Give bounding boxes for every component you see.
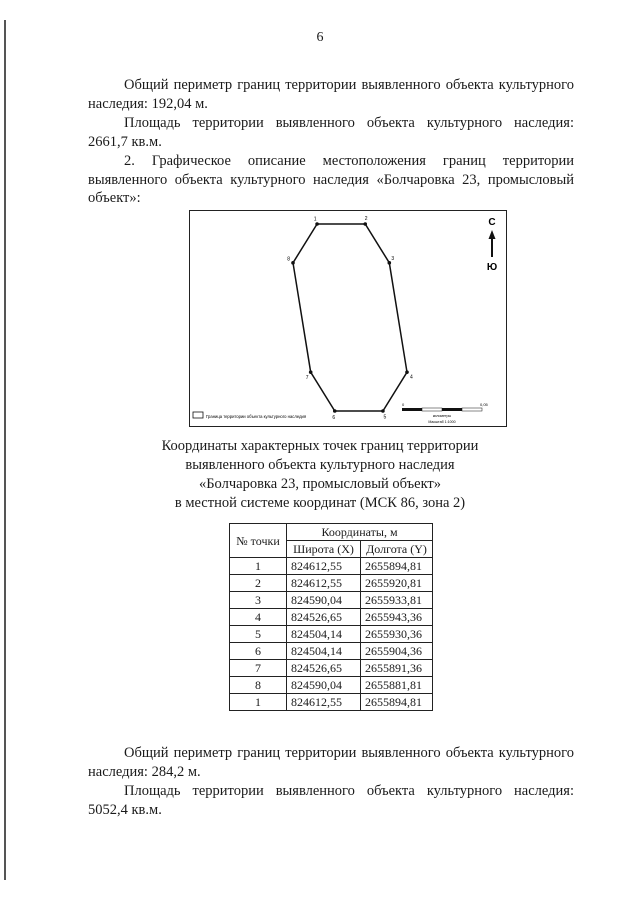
table-row	[230, 609, 433, 626]
table-row	[230, 694, 433, 711]
vertex-label-3: 3	[391, 255, 395, 262]
header-longitude-y: Долгота (Y)	[361, 541, 433, 558]
area-paragraph-1: Площадь территории выявленного объекта культурного наследия: 2661,7 кв.м.	[88, 115, 574, 150]
boundary-vertex-6	[333, 409, 337, 413]
scale-segment-3	[442, 408, 462, 411]
cell-y: 2655894,81	[361, 558, 433, 575]
caption-line-3: «Болчаровка 23, промысловый объект»	[198, 476, 442, 492]
scale-start-label: 0	[402, 402, 405, 407]
caption-line-1: Координаты характерных точек границ территории	[161, 438, 479, 454]
vertex-label-8: 8	[287, 256, 291, 263]
table-row	[230, 592, 433, 609]
cell-x: 824590,04	[287, 677, 361, 694]
vertex-label-7: 7	[305, 375, 309, 382]
caption-line-4: в местной системе координат (МСК 86, зона 2)	[174, 495, 466, 511]
perimeter-paragraph-1: Общий периметр границ территории выявленного объекта культурного наследия: 192,04 м.	[88, 77, 574, 112]
vertex-label-2: 2	[364, 216, 368, 223]
table-row	[230, 660, 433, 677]
legend-label: Граница территории объекта культурного наследия	[206, 414, 307, 419]
table-row	[230, 626, 433, 643]
coordinates-caption	[0, 437, 640, 513]
cell-x: 824526,65	[287, 660, 361, 677]
cell-x: 824526,65	[287, 609, 361, 626]
north-arrow-icon	[487, 217, 497, 273]
perimeter-paragraph-2: Общий периметр границ территории выявленного объекта культурного наследия: 284,2 м.	[88, 745, 574, 780]
cell-point-number: 8	[230, 677, 287, 694]
cell-y: 2655904,36	[361, 643, 433, 660]
vertex-label-4: 4	[409, 374, 413, 381]
cell-point-number: 1	[230, 694, 287, 711]
cell-point-number: 4	[230, 609, 287, 626]
table-row	[230, 558, 433, 575]
section-2-paragraph: 2. Графическое описание местоположения границ территории выявленного объекта культурного наследия «Болчаровка 23, промысловый объект»:	[88, 153, 574, 206]
scale-segment-1	[402, 408, 422, 411]
area-paragraph-2: Площадь территории выявленного объекта культурного наследия: 5052,4 кв.м.	[88, 783, 574, 818]
boundary-vertex-2	[363, 222, 367, 226]
caption-line-2: выявленного объекта культурного наследия	[185, 457, 455, 473]
cell-y: 2655933,81	[361, 592, 433, 609]
vertex-label-5: 5	[383, 414, 387, 421]
map-legend	[193, 412, 306, 419]
vertex-label-6: 6	[332, 414, 336, 421]
south-letter: Ю	[486, 262, 498, 273]
header-point-number: № точки	[230, 524, 287, 558]
cell-y: 2655891,36	[361, 660, 433, 677]
boundary-polygon	[293, 224, 407, 411]
boundary-vertex-4	[405, 370, 409, 374]
boundary-vertex-7	[309, 370, 313, 374]
boundary-map-canvas	[190, 211, 506, 426]
cell-x: 824612,55	[287, 558, 361, 575]
legend-swatch	[193, 412, 203, 418]
boundary-map	[189, 210, 507, 427]
cell-x: 824504,14	[287, 626, 361, 643]
page-number: 6	[316, 30, 324, 45]
header-latitude-x: Широта (X)	[287, 541, 361, 558]
table-row	[230, 575, 433, 592]
cell-x: 824590,04	[287, 592, 361, 609]
cell-y: 2655894,81	[361, 694, 433, 711]
scale-bar	[402, 402, 489, 424]
cell-x: 824612,55	[287, 694, 361, 711]
scale-end-label: 0,05	[480, 402, 488, 407]
boundary-vertex-1	[315, 222, 319, 226]
header-coordinates: Координаты, м	[287, 524, 433, 541]
north-letter: С	[488, 217, 496, 228]
boundary-vertex-8	[291, 261, 295, 265]
cell-point-number: 1	[230, 558, 287, 575]
cell-y: 2655881,81	[361, 677, 433, 694]
cell-point-number: 7	[230, 660, 287, 677]
table-row	[230, 643, 433, 660]
boundary-vertex-5	[381, 409, 385, 413]
scale-unit-label: километры	[432, 414, 452, 418]
cell-y: 2655920,81	[361, 575, 433, 592]
scale-segment-4	[462, 408, 482, 411]
cell-point-number: 6	[230, 643, 287, 660]
cell-x: 824504,14	[287, 643, 361, 660]
cell-x: 824612,55	[287, 575, 361, 592]
cell-y: 2655943,36	[361, 609, 433, 626]
cell-point-number: 5	[230, 626, 287, 643]
table-row	[230, 677, 433, 694]
cell-y: 2655930,36	[361, 626, 433, 643]
scale-segment-2	[422, 408, 442, 411]
vertex-label-1: 1	[313, 216, 317, 223]
scale-ratio-label: Масштаб 1:1000	[428, 420, 456, 424]
cell-point-number: 3	[230, 592, 287, 609]
boundary-vertices	[287, 216, 413, 421]
cell-point-number: 2	[230, 575, 287, 592]
coordinates-table	[229, 523, 433, 711]
